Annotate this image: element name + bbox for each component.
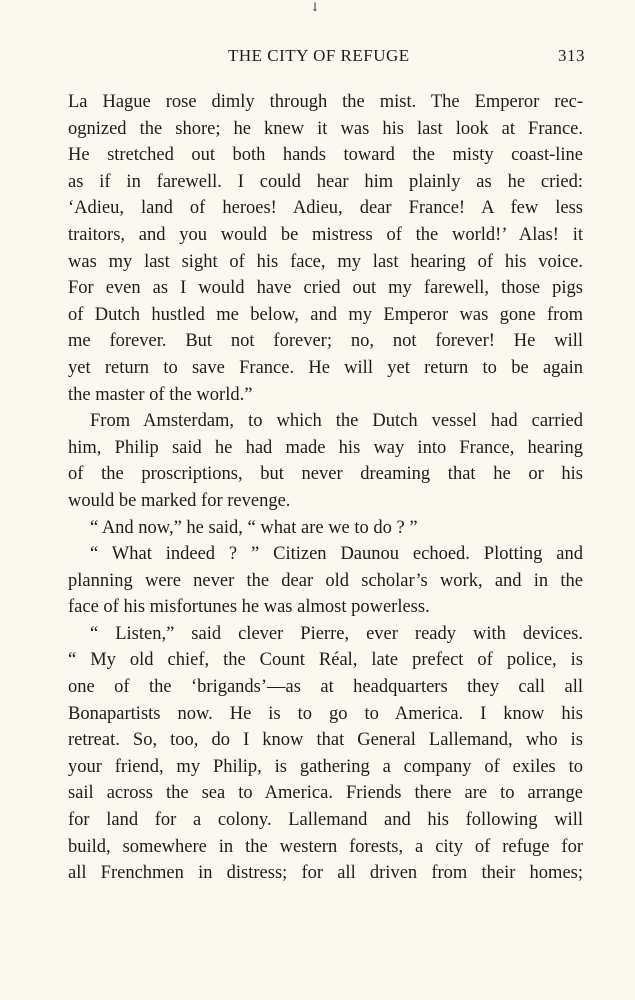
- text-line: build, somewhere in the western forests, a city of refuge for: [68, 836, 583, 857]
- text-line: your friend, my Philip, is gathering a company of exiles to: [68, 756, 583, 777]
- text-line: all Frenchmen in distress; for all driven from their homes;: [68, 863, 583, 884]
- running-title: THE CITY OF REFUGE: [228, 46, 410, 65]
- text-line: as if in farewell. I could hear him plainly as he cried:: [68, 171, 583, 192]
- text-line: was my last sight of his face, my last hearing of his voice.: [68, 251, 583, 272]
- text-line: him, Philip said he had made his way into France, hearing: [68, 437, 583, 458]
- text-line: Bonapartists now. He is to go to America. I know his: [68, 703, 583, 724]
- text-line: ‘Adieu, land of heroes! Adieu, dear France! A few less: [68, 198, 583, 219]
- text-line: “ What indeed ? ” Citizen Daunou echoed. Plotting and: [90, 544, 583, 565]
- text-line: La Hague rose dimly through the mist. The Emperor rec-: [68, 92, 583, 112]
- text-line: would be marked for revenge.: [68, 490, 291, 511]
- text-line: For even as I would have cried out my farewell, those pigs: [68, 278, 583, 299]
- text-line: retreat. So, too, do I know that General Lallemand, who is: [68, 730, 583, 751]
- text-line: me forever. But not forever; no, not forever! He will: [68, 331, 583, 352]
- text-line: face of his misfortunes he was almost powerless.: [68, 597, 430, 618]
- text-line: of the proscriptions, but never dreaming that he or his: [68, 464, 583, 485]
- top-mark: ↓: [310, 0, 321, 14]
- body-text: [68, 89, 583, 887]
- text-line: “ And now,” he said, “ what are we to do ? ”: [90, 517, 418, 538]
- text-line: traitors, and you would be mistress of the world!’ Alas! it: [68, 224, 583, 245]
- text-line: From Amsterdam, to which the Dutch vessel had carried: [90, 411, 583, 432]
- text-line: one of the ‘brigands’—as at headquarters they call all: [68, 677, 583, 698]
- text-line: ognized the shore; he knew it was his last look at France.: [68, 118, 583, 139]
- text-line: “ Listen,” said clever Pierre, ever ready with devices.: [90, 623, 583, 644]
- running-head: [68, 46, 585, 70]
- text-line: the master of the world.”: [68, 384, 253, 405]
- text-line: He stretched out both hands toward the misty coast-line: [68, 145, 583, 166]
- page-number: 313: [558, 46, 585, 65]
- text-line: planning were never the dear old scholar’s work, and in the: [68, 570, 583, 591]
- text-line: for land for a colony. Lallemand and his following will: [68, 810, 583, 831]
- text-line: sail across the sea to America. Friends there are to arrange: [68, 783, 583, 804]
- text-line: “ My old chief, the Count Réal, late prefect of police, is: [68, 650, 583, 671]
- text-line: of Dutch hustled me below, and my Emperor was gone from: [68, 304, 583, 325]
- text-line: yet return to save France. He will yet return to be again: [68, 357, 583, 378]
